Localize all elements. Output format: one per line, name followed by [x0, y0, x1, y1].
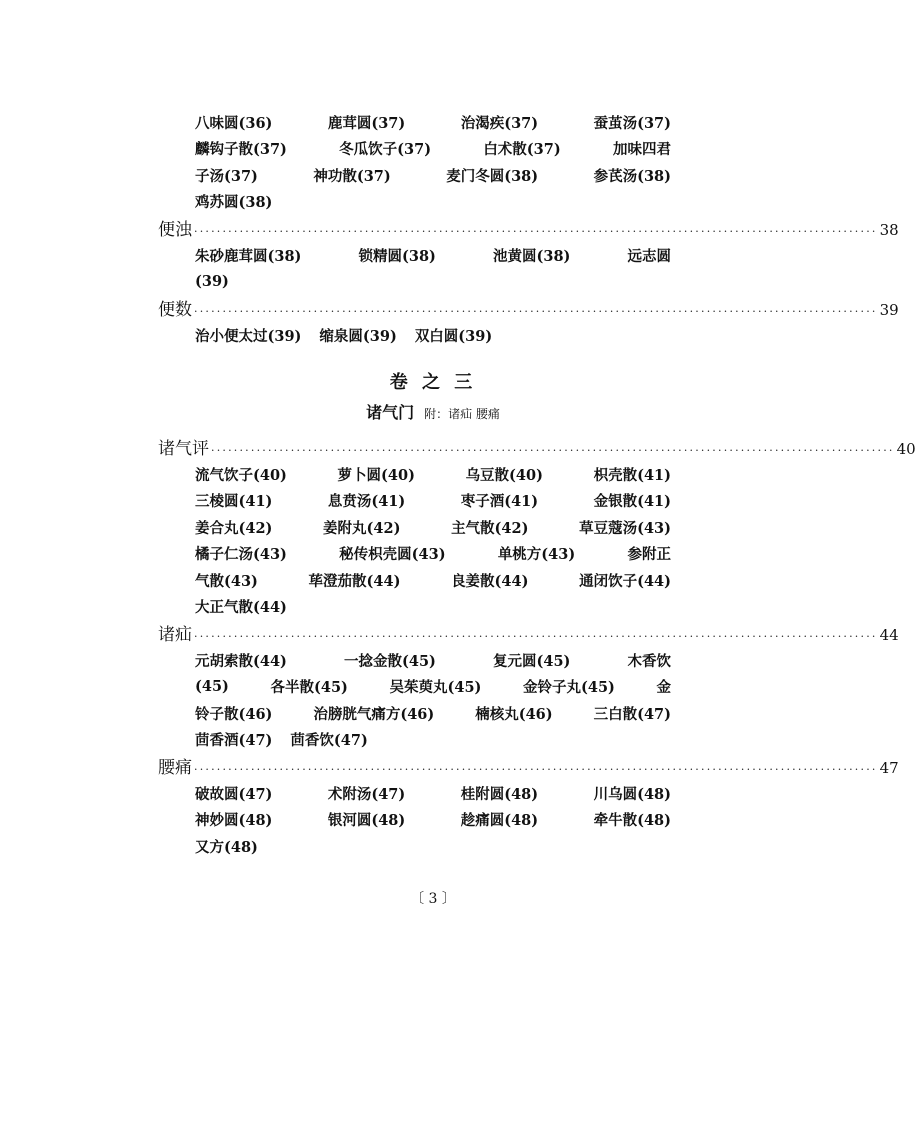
toc-entry-line — [195, 541, 671, 568]
toc-entry: 神功散(37) — [313, 167, 391, 185]
toc-entry-line — [195, 700, 671, 727]
toc-entry-line — [195, 674, 671, 701]
toc-entry-line — [195, 109, 671, 136]
toc-entry-line — [195, 567, 671, 594]
dot-leader: ························································································································ — [194, 763, 878, 776]
toc-entry-line — [195, 594, 671, 621]
toc-entry: 单桃方(43) — [497, 546, 576, 564]
toc-entry-line — [195, 780, 671, 807]
toc-entry: 茴香饮(47) — [290, 732, 368, 750]
toc-entry: 麦门冬圆(38) — [446, 167, 539, 185]
toc-block-lower — [158, 434, 916, 860]
toc-entry-line — [195, 488, 671, 515]
dot-leader: ························································································································ — [194, 630, 878, 643]
toc-entry: 鸡苏圆(38) — [195, 194, 273, 212]
heading-page: 39 — [879, 301, 899, 319]
toc-entry: 池黄圆(38) — [493, 247, 571, 265]
toc-entry: 主气散(42) — [451, 519, 529, 537]
toc-entry-line — [195, 461, 671, 488]
section-heading — [0, 400, 866, 423]
toc-entry-line — [195, 514, 671, 541]
toc-entry: 牵牛散(48) — [593, 812, 671, 830]
toc-entry: 三棱圆(41) — [195, 493, 273, 511]
toc-entry: 桂附圆(48) — [460, 785, 539, 803]
dot-leader: ························································································································ — [194, 305, 878, 318]
toc-entry: 锁精圆(38) — [358, 247, 436, 265]
heading-title: 腰痛 — [158, 758, 192, 778]
toc-entry: 气散(43) — [195, 572, 258, 590]
toc-entry: 参附正 — [627, 546, 671, 564]
toc-entry: 金铃子丸(45) — [523, 679, 615, 697]
toc-entry-line — [195, 136, 671, 163]
toc-entry: 神妙圆(48) — [195, 812, 273, 830]
toc-entry-line — [195, 242, 671, 269]
toc-entry: 秘传枳壳圆(43) — [339, 546, 446, 564]
toc-entry: 通闭饮子(44) — [579, 572, 671, 590]
toc-entry: 治渴疾(37) — [460, 114, 539, 132]
toc-entry: 朱砂鹿茸圆(38) — [195, 247, 302, 265]
toc-entry: 姜合丸(42) — [195, 519, 273, 537]
toc-entry: 一捻金散(45) — [344, 652, 436, 670]
toc-entry: 木香饮 — [627, 652, 671, 670]
toc-entry-line — [195, 807, 671, 834]
toc-entry: (45) — [195, 678, 229, 696]
toc-block-upper — [158, 109, 899, 349]
toc-heading — [158, 434, 916, 461]
heading-title: 诸疝 — [158, 625, 192, 645]
toc-heading — [158, 215, 899, 242]
toc-entry-line — [195, 727, 671, 754]
toc-entry: 草豆蔻汤(43) — [579, 519, 671, 537]
dot-leader: ························································································································ — [211, 444, 895, 457]
toc-entry-line — [195, 269, 671, 296]
heading-page: 38 — [879, 221, 899, 239]
toc-entry: 流气饮子(40) — [195, 466, 287, 484]
toc-entry: 麟钩子散(37) — [195, 141, 287, 159]
toc-entry: 枳壳散(41) — [593, 466, 671, 484]
toc-entry: 又方(48) — [195, 838, 258, 856]
toc-entry: 缩泉圆(39) — [319, 327, 397, 345]
toc-entry: 治膀胱气痛方(46) — [313, 705, 435, 723]
toc-entry-line — [195, 189, 671, 216]
toc-entry: 破故圆(47) — [195, 785, 273, 803]
heading-title: 便数 — [158, 300, 192, 320]
section-title: 诸气门 — [366, 403, 415, 422]
toc-entry: 银河圆(48) — [327, 812, 406, 830]
heading-title: 诸气评 — [158, 439, 209, 459]
toc-entry: 术附汤(47) — [327, 785, 406, 803]
toc-entry: 金 — [656, 679, 671, 697]
toc-entry: 川乌圆(48) — [593, 785, 671, 803]
toc-entry: 八味圆(36) — [195, 114, 273, 132]
toc-entry: 鹿茸圆(37) — [327, 114, 406, 132]
toc-entry: 吴茱萸丸(45) — [389, 679, 482, 697]
toc-entry: 萝卜圆(40) — [337, 466, 415, 484]
dot-leader: ························································································································ — [194, 225, 878, 238]
toc-entry: 荜澄茄散(44) — [308, 572, 401, 590]
page-number: 〔 3 〕 — [410, 891, 456, 907]
volume-title: 卷 之 三 — [389, 372, 477, 393]
toc-entry: 加味四君 — [612, 141, 671, 159]
toc-entry-line — [195, 647, 671, 674]
toc-entry: 冬瓜饮子(37) — [339, 141, 432, 159]
heading-title: 便浊 — [158, 220, 192, 240]
toc-entry: 良姜散(44) — [451, 572, 529, 590]
section-note: 附：诸疝 腰痛 — [424, 407, 500, 421]
toc-heading — [158, 620, 899, 647]
toc-entry: 白术散(37) — [483, 141, 561, 159]
toc-entry: 趁痛圆(48) — [460, 812, 539, 830]
toc-entry-line — [195, 322, 671, 349]
toc-entry: 乌豆散(40) — [465, 466, 543, 484]
toc-entry: 大正气散(44) — [195, 599, 287, 617]
toc-entry: 姜附丸(42) — [323, 519, 401, 537]
toc-entry: 治小便太过(39) — [195, 327, 302, 345]
toc-entry-line — [195, 833, 671, 860]
toc-entry-line — [195, 162, 671, 189]
toc-entry: 息贲汤(41) — [327, 493, 406, 511]
heading-page: 44 — [879, 626, 899, 644]
toc-entry: 楠核丸(46) — [475, 705, 553, 723]
toc-entry: 子汤(37) — [195, 167, 258, 185]
toc-entry: 茴香酒(47) — [195, 732, 273, 750]
toc-entry: 参芪汤(38) — [593, 167, 671, 185]
toc-entry: 元胡索散(44) — [195, 652, 287, 670]
toc-entry: 各半散(45) — [270, 679, 348, 697]
toc-entry: (39) — [195, 273, 229, 291]
toc-entry: 金银散(41) — [593, 493, 671, 511]
toc-entry: 蚕茧汤(37) — [593, 114, 671, 132]
toc-entry: 复元圆(45) — [493, 652, 571, 670]
toc-entry: 铃子散(46) — [195, 705, 273, 723]
toc-entry: 双白圆(39) — [414, 327, 493, 345]
heading-page: 47 — [879, 759, 899, 777]
toc-heading — [158, 753, 899, 780]
toc-entry: 远志圆 — [627, 247, 671, 265]
toc-entry: 橘子仁汤(43) — [195, 546, 287, 564]
toc-entry: 三白散(47) — [593, 705, 671, 723]
heading-page: 40 — [896, 440, 916, 458]
toc-entry: 枣子酒(41) — [460, 493, 539, 511]
toc-heading — [158, 295, 899, 322]
